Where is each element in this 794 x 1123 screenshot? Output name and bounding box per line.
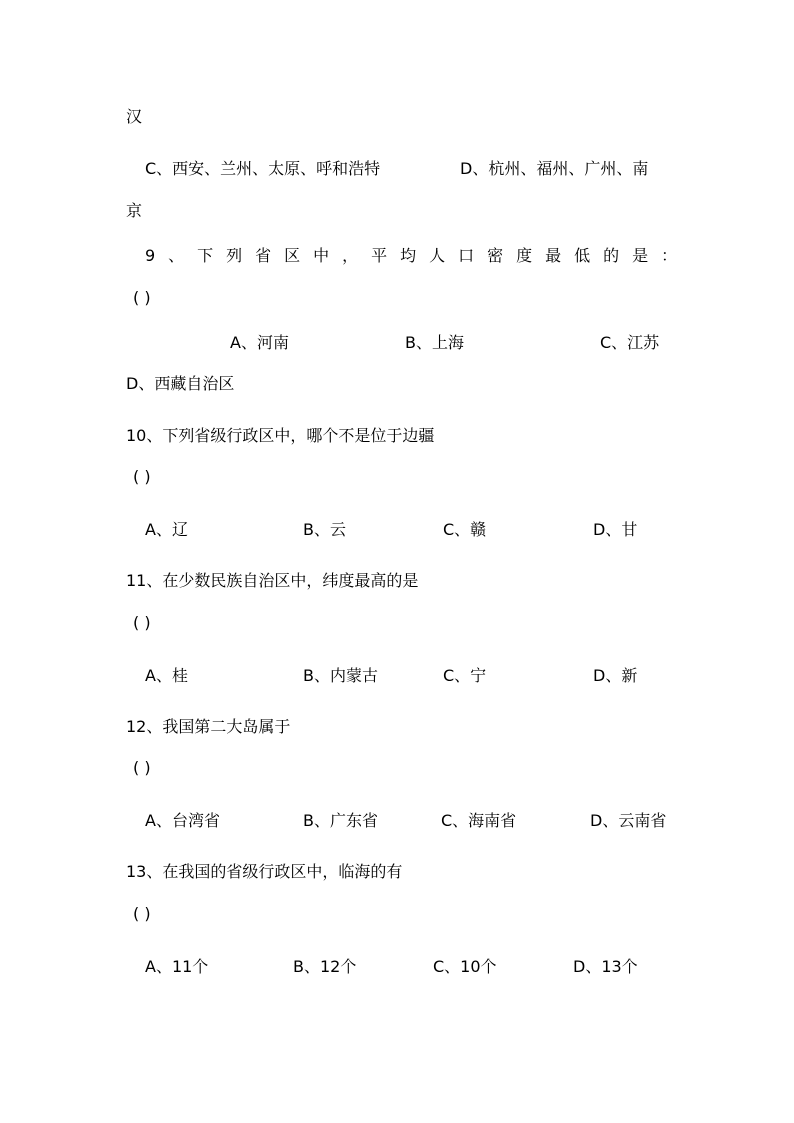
q10-option-a: A、辽	[145, 520, 188, 539]
q13-question: 13、在我国的省级行政区中，临海的有	[126, 862, 403, 881]
q10-question: 10、下列省级行政区中，哪个不是位于边疆	[126, 426, 435, 445]
q12-option-b: B、广东省	[303, 811, 378, 830]
q9-answer-blank: ( )	[133, 288, 151, 307]
q12-answer-blank: ( )	[133, 758, 151, 777]
q10-answer-blank: ( )	[133, 467, 151, 486]
q9-option-a: A、河南	[230, 333, 289, 352]
q12-option-c: C、海南省	[441, 811, 517, 830]
q13-option-a: A、11个	[145, 957, 209, 976]
q10-option-c: C、赣	[443, 520, 487, 539]
q9-question: 9、下列省区中，平均人口密度最低的是：	[145, 246, 691, 265]
q9-option-d: D、西藏自治区	[126, 374, 235, 393]
q10-option-b: B、云	[303, 520, 346, 539]
q11-answer-blank: ( )	[133, 613, 151, 632]
q9-option-b: B、上海	[405, 333, 464, 352]
q8-option-d-wrap: 京	[126, 201, 143, 220]
q8-option-d: D、杭州、福州、广州、南	[460, 159, 649, 178]
q10-option-d: D、甘	[593, 520, 638, 539]
q11-option-d: D、新	[593, 666, 638, 685]
q12-option-a: A、台湾省	[145, 811, 220, 830]
q12-option-d: D、云南省	[590, 811, 667, 830]
q9-option-c: C、江苏	[600, 333, 660, 352]
q13-option-b: B、12个	[293, 957, 357, 976]
q13-option-d: D、13个	[573, 957, 638, 976]
q11-option-b: B、内蒙古	[303, 666, 378, 685]
q13-option-c: C、10个	[433, 957, 497, 976]
q8-continuation-text: 汉	[126, 107, 143, 126]
q12-question: 12、我国第二大岛属于	[126, 717, 291, 736]
q11-option-a: A、桂	[145, 666, 188, 685]
q11-option-c: C、宁	[443, 666, 487, 685]
q13-answer-blank: ( )	[133, 904, 151, 923]
q11-question: 11、在少数民族自治区中，纬度最高的是	[126, 571, 419, 590]
q8-option-c: C、西安、兰州、太原、呼和浩特	[145, 159, 381, 178]
